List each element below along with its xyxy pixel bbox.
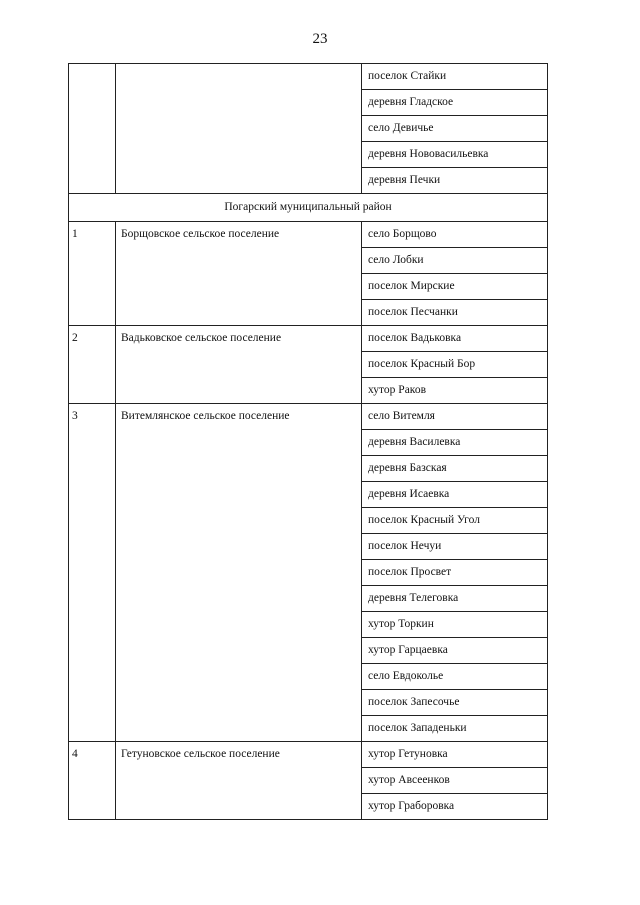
locality-cell: поселок Красный Угол <box>362 508 548 534</box>
locality-cell: хутор Раков <box>362 378 548 404</box>
table-row <box>69 326 548 352</box>
locality-cell: поселок Вадьковка <box>362 326 548 352</box>
locality-cell: деревня Василевка <box>362 430 548 456</box>
locality-cell: поселок Западеньки <box>362 716 548 742</box>
locality-cell: село Девичье <box>362 116 548 142</box>
locality-cell: деревня Печки <box>362 168 548 194</box>
locality-cell: поселок Стайки <box>362 64 548 90</box>
settlement-name: Вадьковское сельское поселение <box>116 326 362 404</box>
locality-cell: хутор Авсеенков <box>362 768 548 794</box>
locality-cell: село Витемля <box>362 404 548 430</box>
locality-cell: село Лобки <box>362 248 548 274</box>
locality-cell: деревня Гладское <box>362 90 548 116</box>
settlement-name: Борщовское сельское поселение <box>116 222 362 326</box>
settlement-number: 4 <box>69 742 116 820</box>
district-row <box>69 194 548 222</box>
table-row <box>69 742 548 768</box>
locality-cell: поселок Просвет <box>362 560 548 586</box>
locality-cell: село Евдоколье <box>362 664 548 690</box>
locality-cell: поселок Запесочье <box>362 690 548 716</box>
settlement-number-cell <box>69 64 116 194</box>
locality-cell: деревня Нововасильевка <box>362 142 548 168</box>
locality-cell: хутор Гарцаевка <box>362 638 548 664</box>
locality-cell: хутор Торкин <box>362 612 548 638</box>
locality-cell: деревня Телеговка <box>362 586 548 612</box>
locality-cell: поселок Мирские <box>362 274 548 300</box>
settlement-name: Витемлянское сельское поселение <box>116 404 362 742</box>
settlement-number: 3 <box>69 404 116 742</box>
locality-cell: деревня Исаевка <box>362 482 548 508</box>
page-number: 23 <box>312 31 328 47</box>
table-row <box>69 222 548 248</box>
locality-cell: хутор Гетуновка <box>362 742 548 768</box>
locality-cell: поселок Красный Бор <box>362 352 548 378</box>
district-heading: Погарский муниципальный район <box>69 194 548 222</box>
table-row <box>69 404 548 430</box>
settlement-name: Гетуновское сельское поселение <box>116 742 362 820</box>
locality-cell: поселок Нечуи <box>362 534 548 560</box>
settlement-number: 1 <box>69 222 116 326</box>
settlement-number: 2 <box>69 326 116 404</box>
locality-cell: хутор Граборовка <box>362 794 548 820</box>
locality-cell: село Борщово <box>362 222 548 248</box>
locality-cell: деревня Базская <box>362 456 548 482</box>
settlements-table <box>68 63 548 820</box>
locality-cell: поселок Песчанки <box>362 300 548 326</box>
table-row <box>69 64 548 90</box>
settlement-name-cell <box>116 64 362 194</box>
